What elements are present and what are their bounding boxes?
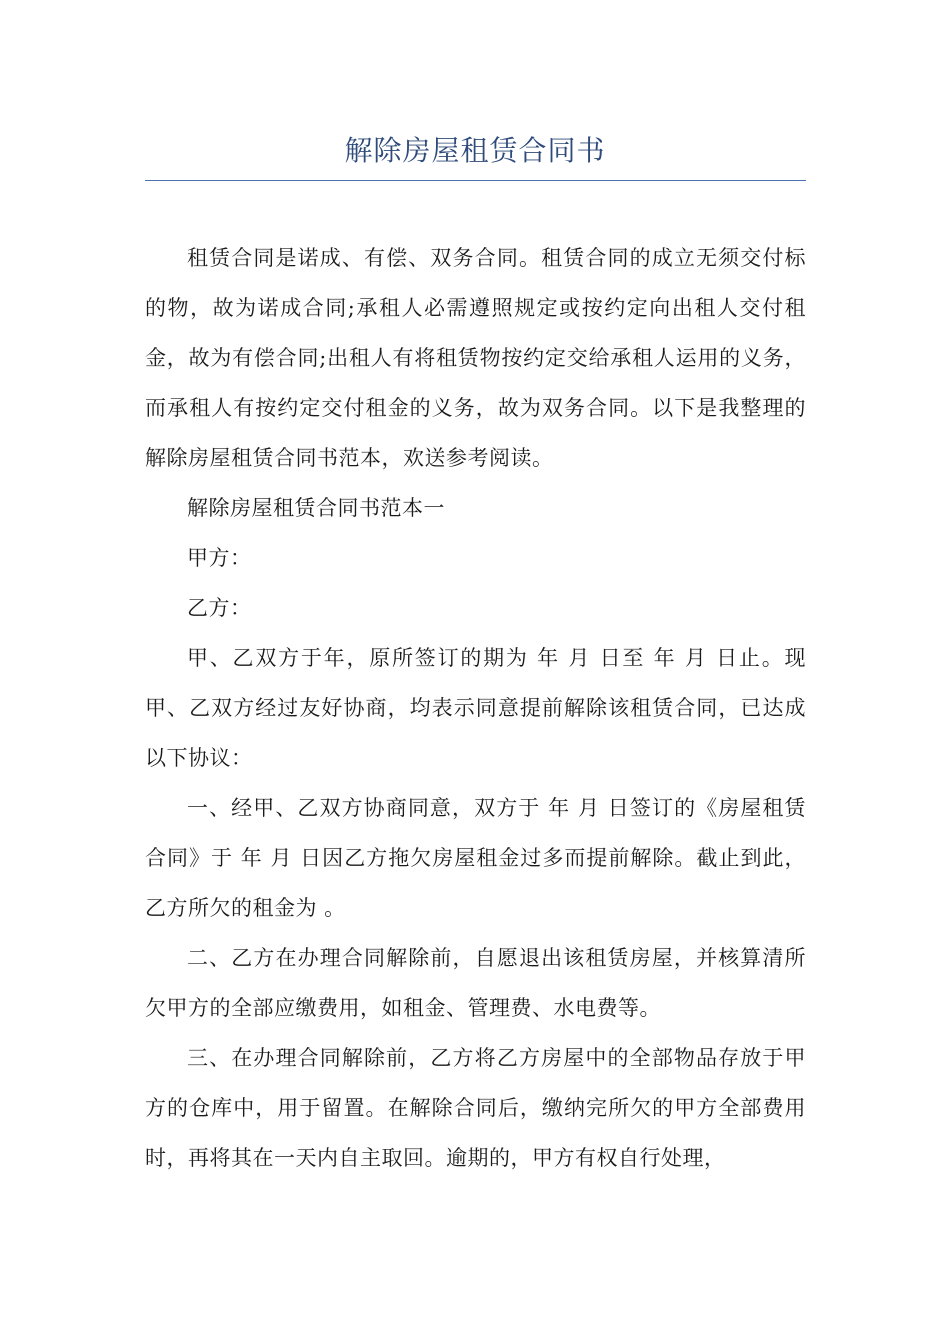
paragraph-agreement: 甲、乙双方于年，原所签订的期为 年 月 日至 年 月 日止。现甲、乙双方经过友好协商，均表示同意提前解除该租赁合同，已达成以下协议： <box>145 646 806 770</box>
paragraph-clause-2: 二、乙方在办理合同解除前，自愿退出该租赁房屋，并核算清所欠甲方的全部应缴费用，如租金、管理费、水电费等。 <box>145 946 806 1020</box>
paragraph-template-heading: 解除房屋租赁合同书范本一 <box>187 496 445 520</box>
paragraph-clause-1: 一、经甲、乙双方协商同意，双方于 年 月 日签订的《房屋租赁合同》于 年 月 日因乙方拖欠房屋租金过多而提前解除。截止到此，乙方所欠的租金为 。 <box>145 796 806 920</box>
document-body <box>145 233 806 1183</box>
paragraph-party-a: 甲方： <box>187 546 252 570</box>
title-underline <box>145 180 806 181</box>
document-title: 解除房屋租赁合同书 <box>344 134 606 167</box>
paragraph-clause-3: 三、在办理合同解除前，乙方将乙方房屋中的全部物品存放于甲方的仓库中，用于留置。在解除合同后，缴纳完所欠的甲方全部费用时，再将其在一天内自主取回。逾期的，甲方有权自行处理， <box>145 1046 806 1170</box>
paragraph-party-b: 乙方： <box>187 596 252 620</box>
paragraph-intro: 租赁合同是诺成、有偿、双务合同。租赁合同的成立无须交付标的物，故为诺成合同;承租人必需遵照规定或按约定向出租人交付租金，故为有偿合同;出租人有将租赁物按约定交给承租人运用的义务，而承租人有按约定交付租金的义务，故为双务合同。以下是我整理的解除房屋租赁合同书范本，欢送参考阅读。 <box>145 246 806 470</box>
